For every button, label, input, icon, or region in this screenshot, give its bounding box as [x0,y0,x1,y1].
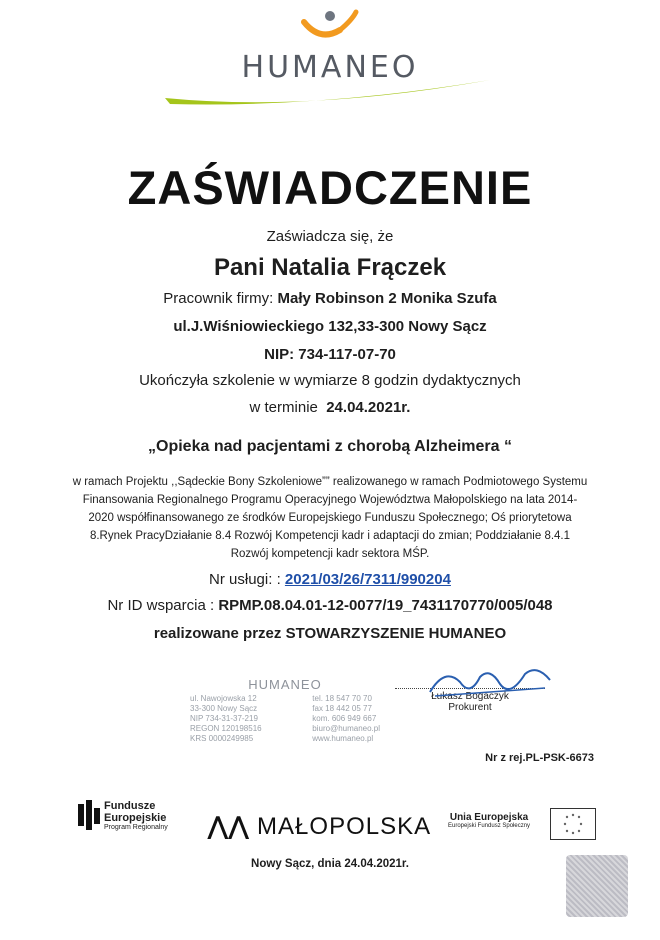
fe-text: Fundusze [104,800,156,812]
malopolska-text: MAŁOPOLSKA [257,813,432,840]
term-line [0,399,660,416]
course-title: „Opieka nad pacjentami z chorobą Alzheimera “ [148,438,512,455]
registry-number: Nr z rej.PL-PSK-6673 [485,752,594,764]
certificate-title: ZAŚWIADCZENIE [127,161,533,214]
humaneo-logo: HUMANEO [241,50,419,85]
place-and-date: Nowy Sącz, dnia 24.04.2021r. [251,858,409,870]
stamp-text: www.humaneo.pl [312,734,374,743]
realized-by: realizowane przez STOWARZYSZENIE HUMANEO [153,625,507,642]
stamp-text: ul. Nawojowska 12 [190,694,257,703]
employer-address: ul.J.Wiśniowieckiego 132,33-300 Nowy Sącz [173,318,487,335]
stamp-text: kom. 606 949 667 [312,714,377,723]
ue-text: Unia Europejska [449,812,529,823]
signature-block [395,660,565,713]
employer-name: Mały Robinson 2 Monika Szufa [277,290,497,307]
stamp-text: REGON 120198516 [190,724,262,733]
humaneo-figure-icon [300,8,360,48]
signer-role: Prokurent [448,702,492,713]
stamp-text: NIP 734-31-37-219 [190,714,258,723]
ue-logo-text [448,812,530,829]
term-date: 24.04.2021r. [326,399,411,416]
handwritten-signature-icon [425,662,555,702]
signer-name: Łukasz Bogaczyk [431,691,509,702]
support-line [0,597,660,614]
support-label: Nr ID wsparcia : [107,597,215,614]
green-swoosh-icon [160,78,500,118]
nip: NIP: 734-117-07-70 [264,346,396,363]
fundusze-europejskie-logo [78,800,208,831]
hologram-seal-icon [566,855,628,917]
intro-line: Zaświadcza się, że [266,228,394,245]
fe-emblem-icon [78,800,100,830]
organization-stamp [190,677,380,744]
stamp-text: KRS 0000249985 [190,734,254,743]
project-description: w ramach Projektu ,,Sądeckie Bony Szkoleniowe”” realizowanego w ramach Podmiotowego Systemu Finansowania Regionalnego Programu Operacyjnego Województwa Małopolskiego na lata 2014-2020 współfinansowanego ze środków Europejskiego Funduszu Społecznego; Oś priorytetowa 8.Rynek PracyDziałanie 8.4 Rozwój Kompetencji kadr i adaptacji do zmian; Poddziałanie 8.4.1 Rozwój kompetencji kadr sektora MŚP. [72,476,588,560]
ue-text: Europejski Fundusz Społeczny [448,823,531,829]
stamp-text: fax 18 442 05 77 [312,704,372,713]
employer-line [0,290,660,307]
employer-label: Pracownik firmy: [163,290,274,307]
stamp-text: 33-300 Nowy Sącz [190,704,258,713]
term-label: w terminie [249,399,318,416]
fe-text: Europejskie [104,812,167,824]
completion-line: Ukończyła szkolenie w wymiarze 8 godzin dydaktycznych [139,372,521,389]
stamp-logo: HUMANEO [248,677,322,692]
stamp-text: tel. 18 547 70 70 [312,694,372,703]
malopolska-mountain-icon: ⋀⋀ [208,813,250,840]
fe-text: Program Regionalny [104,824,168,831]
stamp-text: biuro@humaneo.pl [312,724,380,733]
service-line [0,571,660,588]
service-label: Nr usługi: : [209,571,281,588]
stamp-right-column [312,694,380,744]
malopolska-logo [208,812,431,841]
recipient-name: Pani Natalia Frączek [213,254,447,281]
stamp-left-column [190,694,262,744]
support-id: RPMP.08.04.01-12-0077/19_7431170770/005/048 [218,597,553,614]
service-number-link[interactable]: 2021/03/26/7311/990204 [284,571,451,588]
eu-flag-icon [550,808,596,840]
